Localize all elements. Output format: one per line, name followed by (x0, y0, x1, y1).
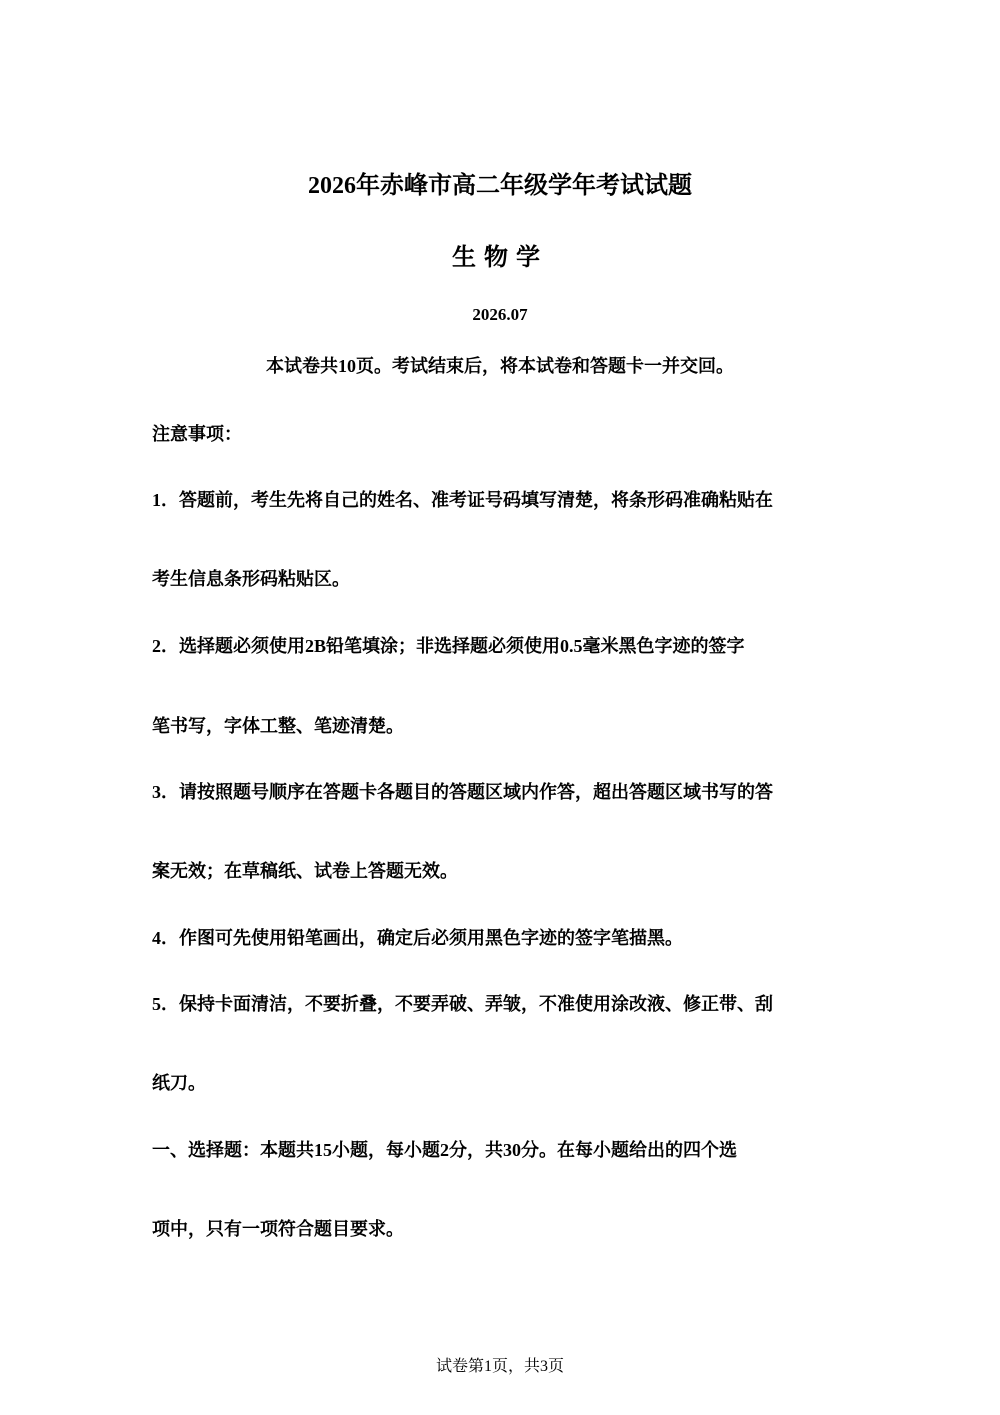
section-heading: 一、选择题：本题共15小题，每小题2分，共30分。在每小题给出的四个选 (152, 1140, 737, 1160)
subject-title: 生物学 (452, 245, 548, 271)
exam-date: 2026.07 (472, 305, 528, 324)
notice-line: 1．答题前，考生先将自己的姓名、准考证号码填写清楚，将条形码准确粘贴在 (152, 490, 773, 510)
notice-heading: 注意事项： (152, 424, 242, 444)
notice-line: 5．保持卡面清洁，不要折叠，不要弄破、弄皱，不准使用涂改液、修正带、刮 (152, 994, 773, 1014)
exam-title: 2026年赤峰市高二年级学年考试试题 (308, 173, 692, 199)
notice-line: 3．请按照题号顺序在答题卡各题目的答题区域内作答，超出答题区域书写的答 (152, 782, 773, 802)
intro-text: 本试卷共10页。考试结束后，将本试卷和答题卡一并交回。 (266, 356, 734, 376)
notice-line: 纸刀。 (152, 1073, 206, 1093)
notice-line: 笔书写，字体工整、笔迹清楚。 (152, 716, 404, 736)
notice-line: 4．作图可先使用铅笔画出，确定后必须用黑色字迹的签字笔描黑。 (152, 928, 683, 948)
notice-line: 考生信息条形码粘贴区。 (152, 569, 350, 589)
section-heading-continued: 项中，只有一项符合题目要求。 (152, 1219, 404, 1239)
notice-line: 案无效；在草稿纸、试卷上答题无效。 (152, 861, 458, 881)
page-footer: 试卷第1页，共3页 (435, 1358, 564, 1375)
notice-line: 2．选择题必须使用2B铅笔填涂；非选择题必须使用0.5毫米黑色字迹的签字 (152, 636, 745, 656)
